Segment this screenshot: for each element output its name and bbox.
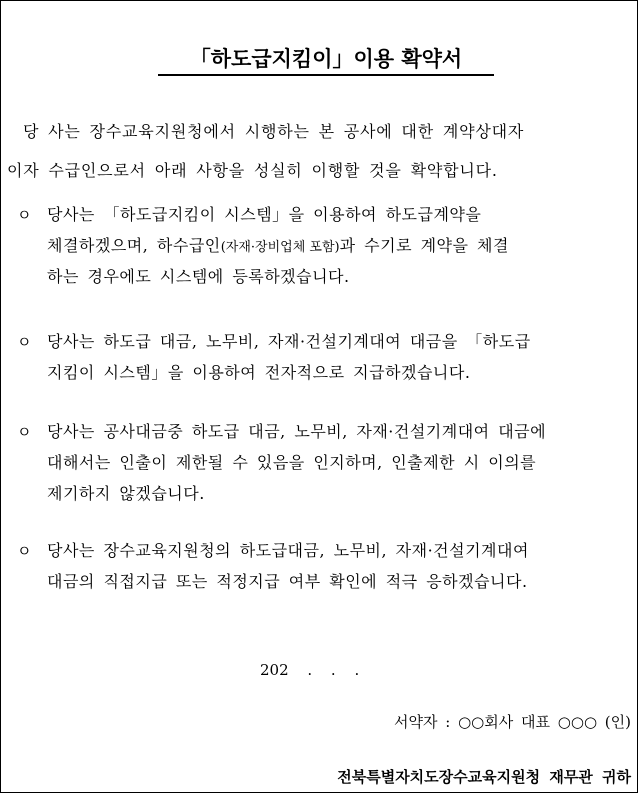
bullet-icon: ㅇ: [17, 333, 32, 351]
pledge-line: 당사는 장수교육지원청의 하도급대금, 노무비, 자재·건설기계대여: [47, 541, 529, 560]
recipient-line: 전북특별자치도장수교육지원청 재무관 귀하: [337, 768, 631, 786]
signer-line: 서약자 : ○○회사 대표 ○○○ (인): [394, 713, 631, 731]
pledge-line: 대해서는 인출이 제한될 수 있음을 인지하며, 인출제한 시 이의를: [47, 453, 537, 472]
pledge-line: 당사는 공사대금중 하도급 대금, 노무비, 자재·건설기계대여 대금에: [47, 422, 547, 441]
pledge-line: 지킴이 시스템」을 이용하여 전자적으로 지급하겠습니다.: [47, 363, 471, 382]
date-line: 202 . . .: [260, 661, 360, 679]
pledge-line: 제기하지 않겠습니다.: [47, 484, 205, 503]
pledge-line: 당사는 하도급 대금, 노무비, 자재·건설기계대여 대금을 「하도급: [47, 332, 531, 351]
bullet-icon: ㅇ: [17, 423, 32, 441]
pledge-line: 대금의 직접지급 또는 적정지급 여부 확인에 적극 응하겠습니다.: [47, 572, 528, 591]
bullet-icon: ㅇ: [17, 542, 32, 560]
intro-line: 이자 수급인으로서 아래 사항을 성실히 이행할 것을 확약합니다.: [7, 161, 498, 180]
document-title: 「하도급지킴이」이용 확약서: [158, 45, 494, 76]
intro-paragraph: [1, 120, 524, 182]
parenthetical-note: (자재·장비업체 포함): [220, 240, 340, 255]
pledge-line: 체결하겠으며, 하수급인(자재·장비업체 포함)과 수기로 계약을 체결: [47, 236, 509, 255]
bullet-icon: ㅇ: [17, 206, 32, 224]
pledge-line: 하는 경우에도 시스템에 등록하겠습니다.: [47, 267, 350, 286]
intro-line: 당 사는 장수교육지원청에서 시행하는 본 공사에 대한 계약상대자: [23, 122, 525, 141]
pledge-line: 당사는 「하도급지킴이 시스템」을 이용하여 하도급계약을: [47, 205, 482, 224]
